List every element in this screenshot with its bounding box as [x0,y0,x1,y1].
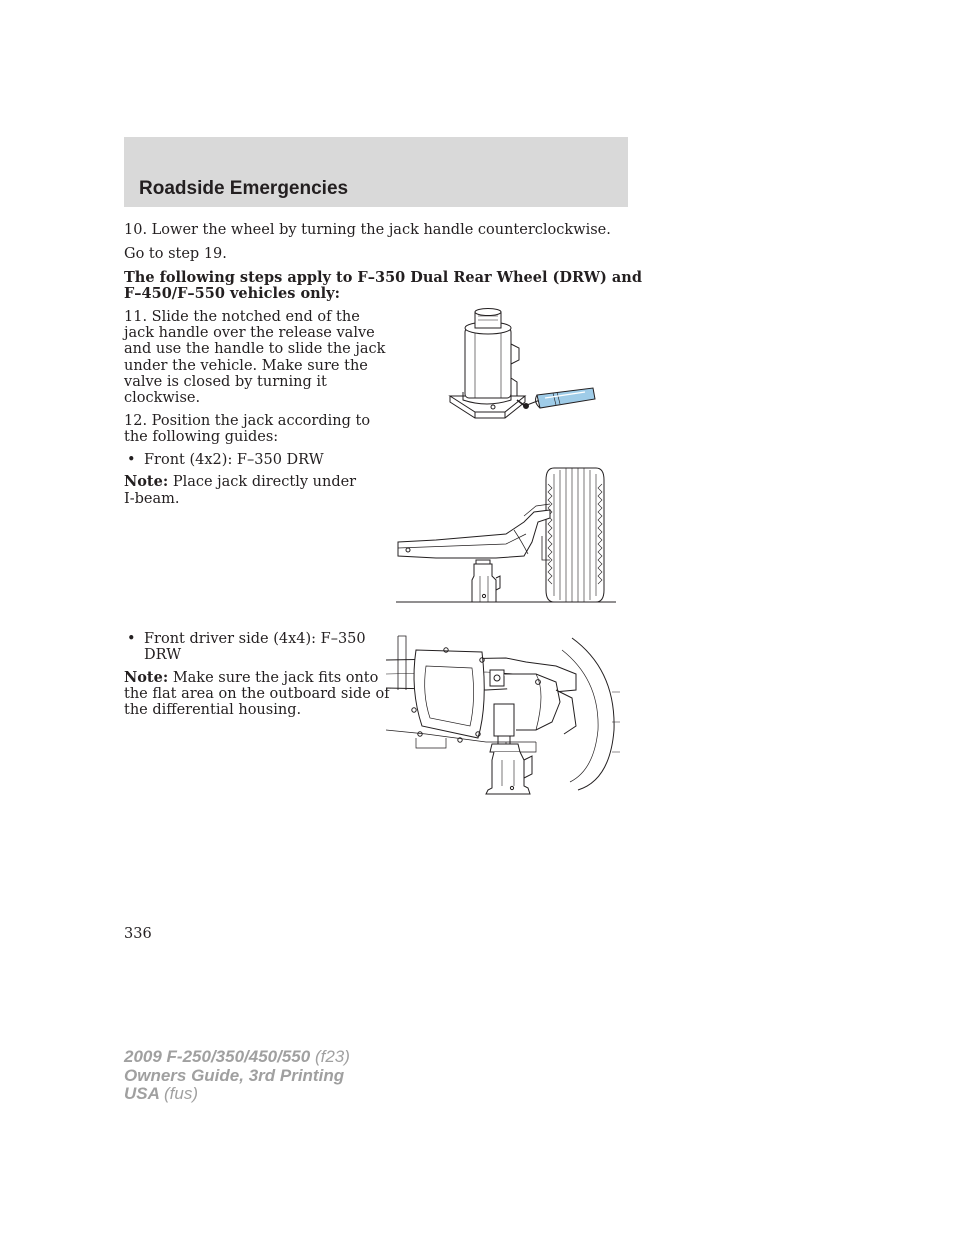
bullet-dot: • [127,452,136,468]
bullet-front-4x4 [127,631,377,667]
step-12-line: 12. Position the jack according to [124,413,371,429]
footer-model: 2009 F-250/350/450/550 [124,1047,311,1066]
section-title: Roadside Emergencies [139,178,349,199]
drw-heading-line2: F–450/F–550 vehicles only: [124,285,340,302]
front-4x2-jack-position-illustration [396,460,616,606]
note-2-line: the differential housing. [124,702,302,718]
document-footer [124,1048,350,1104]
note-1-line [124,474,356,491]
note-1-line: I-beam. [124,491,180,507]
note-text: Place jack directly under [172,474,357,490]
step-11-line: valve is closed by turning it [124,374,327,390]
footer-model-code: (f23) [314,1047,350,1066]
footer-market-code: (fus) [164,1084,198,1103]
note-label: Note: [124,669,169,686]
bullet-dot: • [127,631,136,647]
step-11-line: clockwise. [124,390,201,406]
bullet-text: Front (4x2): F–350 DRW [144,452,324,468]
note-2-line: the flat area on the outboard side of [124,686,390,702]
bullet-front-4x2 [127,452,367,470]
step-11-line: and use the handle to slide the jack [124,341,386,357]
section-header-band [124,137,628,207]
footer-line-3 [124,1085,350,1104]
footer-line-1 [124,1048,350,1067]
step-12-line: the following guides: [124,429,279,445]
step-11-line: under the vehicle. Make sure the [124,358,368,374]
bottle-jack-illustration [445,308,600,423]
note-2-line [124,670,378,687]
drw-heading-line1: The following steps apply to F–350 Dual Rear Wheel (DRW) and [124,269,642,286]
step-11-line: jack handle over the release valve [124,325,375,341]
goto-step-text: Go to step 19. [124,246,227,262]
step-11-line: 11. Slide the notched end of the [124,309,360,325]
note-label: Note: [124,473,169,490]
bullet-text: Front driver side (4x4): F–350 [144,631,366,647]
page-number: 336 [124,926,152,942]
note-text: Make sure the jack fits onto [172,670,379,686]
step-10-text: 10. Lower the wheel by turning the jack handle counterclockwise. [124,222,611,238]
bullet-text: DRW [144,647,182,663]
footer-market: USA [124,1084,160,1103]
front-4x4-jack-position-illustration [386,630,620,798]
footer-line-2: Owners Guide, 3rd Printing [124,1065,345,1085]
